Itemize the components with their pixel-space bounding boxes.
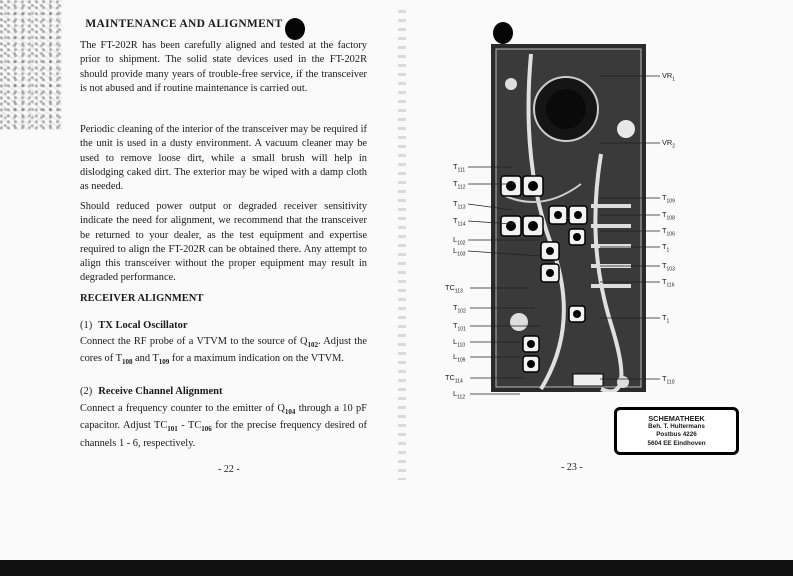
label-l103: $L_{103}$: [453, 246, 466, 258]
subsection-1-number: (1): [80, 320, 93, 331]
section-heading: RECEIVER ALIGNMENT: [80, 293, 204, 304]
subsection-2-title: Receive Channel Alignment: [98, 386, 223, 397]
label-t113: $T_{113}$: [453, 199, 466, 211]
stamp-line-2: Beh. T. Hultermans: [648, 423, 705, 431]
alignment-paragraph: Should reduced power output or degraded receiver sensitivity indicate the need for alignment, we recommend that the transceiver be returned to your dealer, as the test equipment and expertise required to align the FT-202R can be obtained there. Any attempt to align this transceiver without the proper equipment may result in degraded performance.: [80, 201, 367, 284]
label-t114: $T_{114}$: [453, 216, 466, 228]
label-t106: $T_{106}$: [662, 226, 675, 238]
page-number-left: - 22 -: [218, 464, 240, 475]
subsection-1-title: TX Local Oscillator: [98, 320, 188, 331]
stamp-line-1: SCHEMATHEEK: [648, 414, 705, 423]
s2-text-b: through a 10 pF capacitor. Adjust TC: [80, 403, 367, 432]
label-vr2: $VR_2$: [662, 138, 676, 150]
label-t109: $T_{109}$: [662, 193, 675, 205]
scan-bottom-edge: [0, 560, 793, 576]
page-number-right: - 23 -: [561, 462, 583, 473]
s1-text-c: and T: [132, 353, 159, 365]
library-stamp: [614, 407, 739, 455]
label-t108: $T_{108}$: [662, 210, 675, 222]
label-tc114: $TC_{114}$: [445, 373, 463, 385]
intro-paragraph: The FT-202R has been carefully aligned and tested at the factory prior to shipment. The solid state devices used in the FT-202R should provide many years of trouble-free service, if the transceiver is not abused and if routine maintenance is carried out.: [80, 40, 367, 94]
label-l112: $L_{112}$: [453, 389, 466, 401]
cleaning-paragraph: Periodic cleaning of the interior of the transceiver may be required if the unit is used in a dusty environment. A vacuum cleaner may be used to remove loose dirt, while a small brush will help in dislodging caked dirt. The exterior may be wiped with a damp cloth as needed.: [80, 124, 367, 193]
s1-text-a: Connect the RF probe of a VTVM to the source of Q: [80, 336, 308, 347]
label-l110: $L_{110}$: [453, 337, 466, 349]
label-t-unclear-1: $T_1$: [662, 242, 670, 254]
label-t102: $T_{102}$: [453, 303, 466, 315]
s1-t2-sub: 109: [158, 358, 170, 367]
label-t-unclear-2: $T_1$: [662, 313, 670, 325]
subsection-2-number: (2): [80, 386, 93, 397]
s1-t1-sub: 108: [121, 358, 133, 367]
label-t110: $T_{110}$: [662, 374, 675, 386]
s2-text-a: Connect a frequency counter to the emitter of Q: [80, 403, 285, 414]
stamp-line-4: 5604 EE Eindhoven: [647, 439, 706, 447]
label-t116: $T_{116}$: [662, 277, 675, 289]
label-t103: $T_{103}$: [662, 261, 675, 273]
label-l109: $L_{109}$: [453, 352, 466, 364]
page-title: MAINTENANCE AND ALIGNMENT: [85, 18, 283, 30]
label-t101: $T_{101}$: [453, 321, 466, 333]
s1-text-b: . Adjust the cores of T: [80, 336, 367, 365]
label-vr1: $VR_1$: [662, 71, 676, 83]
label-t111: $T_{111}$: [453, 162, 466, 174]
s2-t1-sub: 101: [167, 425, 178, 434]
s2-text-d: for the precise frequency desired of channels 1 - 6, respectively.: [80, 420, 368, 449]
label-t112: $T_{112}$: [453, 179, 466, 191]
s2-t2-sub: 106: [201, 425, 212, 434]
label-tc113: $TC_{113}$: [445, 283, 463, 295]
s1-q-sub: 102: [307, 341, 318, 350]
s2-text-c: - TC: [177, 420, 202, 432]
label-l102: $L_{102}$: [453, 235, 466, 247]
s2-q-sub: 104: [284, 408, 296, 417]
stamp-line-3: Postbus 4226: [656, 431, 697, 439]
s1-text-d: for a maximum indication on the VTVM.: [169, 353, 344, 365]
